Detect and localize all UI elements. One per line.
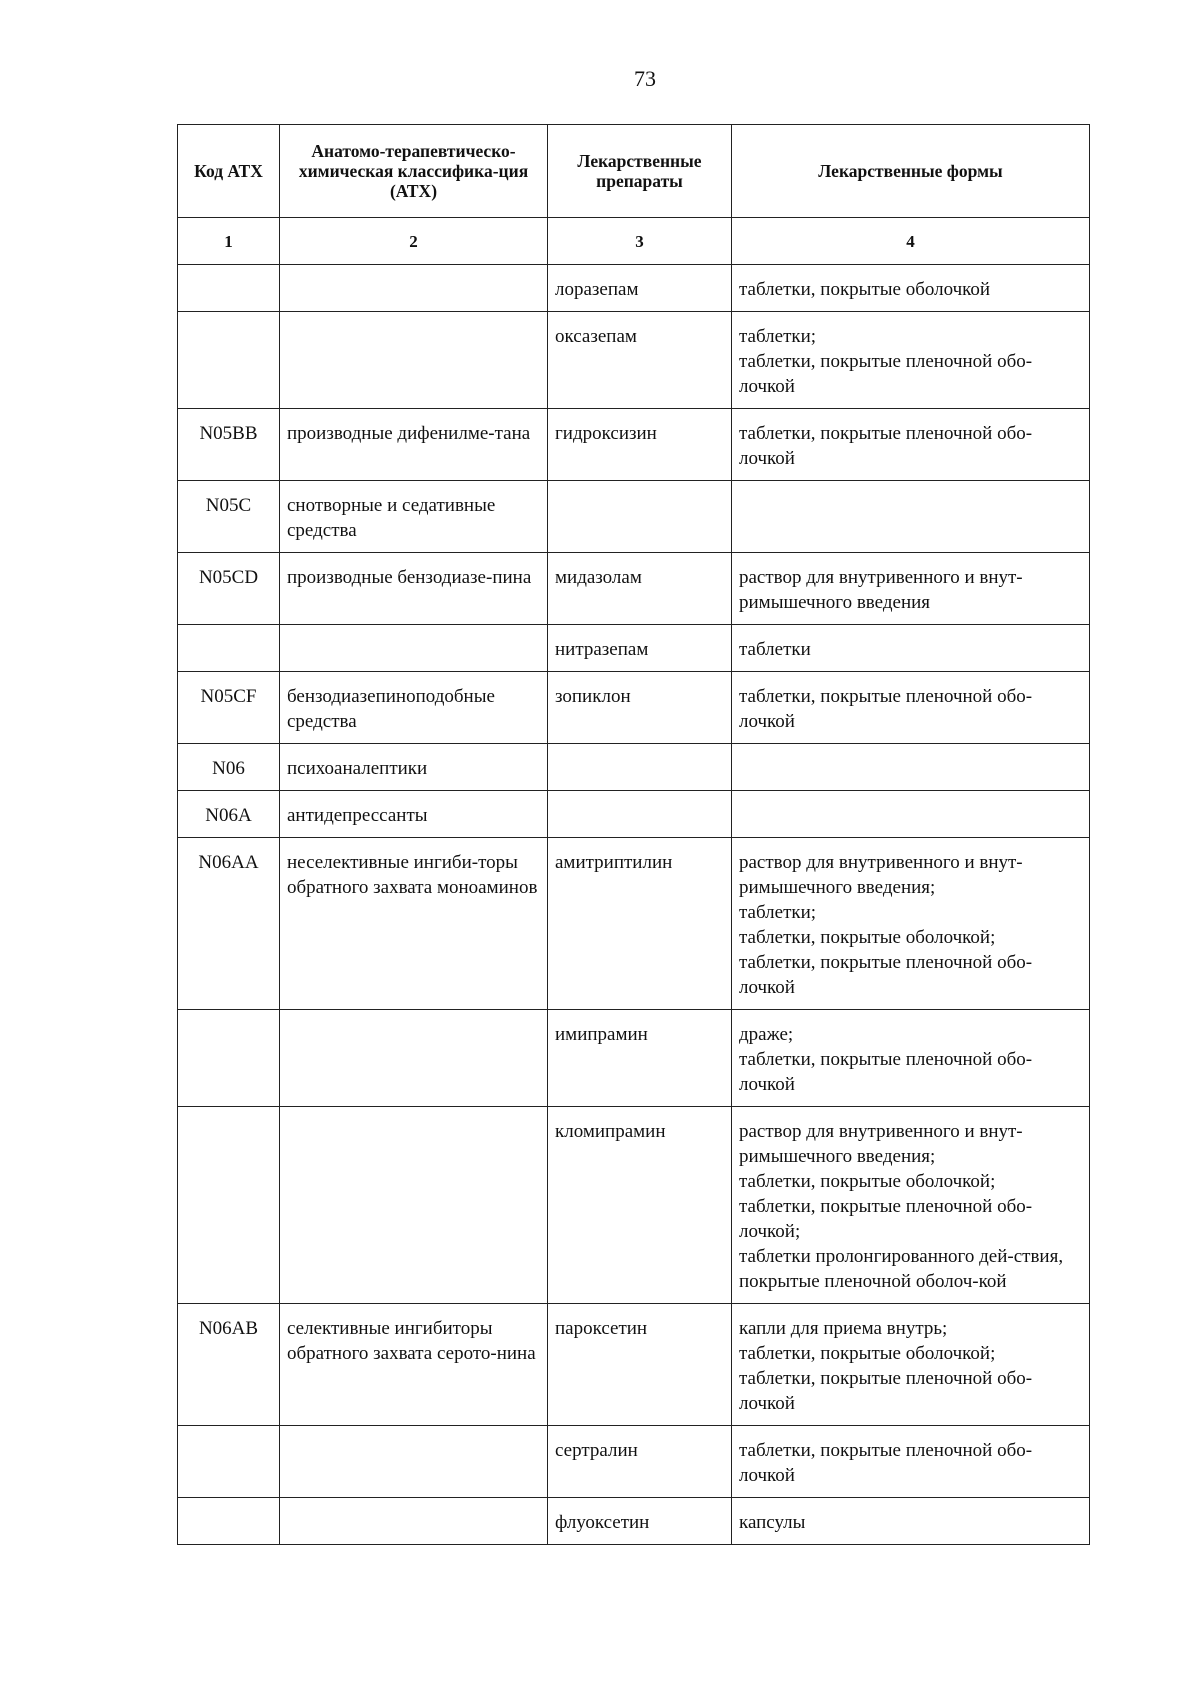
- table-row: [178, 791, 1090, 838]
- dosage-form-line: таблетки, покрытые оболочкой: [739, 279, 991, 300]
- dosage-form-line: раствор для внутривенного и внут-римышечного введения;: [739, 1121, 1023, 1167]
- classification-cell: антидепрессанты: [280, 791, 548, 838]
- table-row: [178, 1498, 1090, 1545]
- dosage-form-line: капсулы: [739, 1512, 806, 1533]
- header-classification: Анатомо-терапевтическо-химическая классифика-ция (АТХ): [280, 125, 548, 218]
- code-cell: [178, 265, 280, 312]
- forms-cell: [732, 1010, 1090, 1107]
- code-cell: N06AB: [178, 1304, 280, 1426]
- header-forms: Лекарственные формы: [732, 125, 1090, 218]
- code-cell: N05BB: [178, 409, 280, 481]
- forms-cell: [732, 1304, 1090, 1426]
- drug-cell: [548, 744, 732, 791]
- dosage-form-line: капли для приема внутрь;: [739, 1318, 948, 1339]
- classification-cell: производные бензодиазе-пина: [280, 553, 548, 625]
- classification-cell: бензодиазепиноподобные средства: [280, 672, 548, 744]
- table-row: [178, 1304, 1090, 1426]
- column-number: 1: [178, 218, 280, 265]
- table-row: [178, 1010, 1090, 1107]
- drug-cell: лоразепам: [548, 265, 732, 312]
- forms-cell: [732, 481, 1090, 553]
- classification-cell: [280, 1426, 548, 1498]
- table-row: [178, 838, 1090, 1010]
- dosage-form-line: таблетки: [739, 639, 811, 660]
- drug-cell: пароксетин: [548, 1304, 732, 1426]
- classification-cell: неселективные ингиби-торы обратного захвата моноаминов: [280, 838, 548, 1010]
- classification-cell: селективные ингибиторы обратного захвата серото-нина: [280, 1304, 548, 1426]
- code-cell: N05CF: [178, 672, 280, 744]
- forms-cell: [732, 1498, 1090, 1545]
- forms-cell: [732, 312, 1090, 409]
- dosage-form-line: таблетки, покрытые пленочной обо-лочкой: [739, 423, 1033, 469]
- classification-cell: психоаналептики: [280, 744, 548, 791]
- table-row: [178, 1107, 1090, 1304]
- table-body: [178, 265, 1090, 1545]
- table-row: [178, 265, 1090, 312]
- drug-cell: гидроксизин: [548, 409, 732, 481]
- header-row: [178, 125, 1090, 218]
- code-cell: N05C: [178, 481, 280, 553]
- table-row: [178, 625, 1090, 672]
- dosage-form-line: раствор для внутривенного и внут-римышечного введения;: [739, 852, 1023, 898]
- dosage-form-line: таблетки, покрытые пленочной обо-лочкой: [739, 686, 1033, 732]
- code-cell: [178, 625, 280, 672]
- table-row: [178, 672, 1090, 744]
- header-code: Код АТХ: [178, 125, 280, 218]
- forms-cell: [732, 265, 1090, 312]
- drug-cell: имипрамин: [548, 1010, 732, 1107]
- dosage-form-line: раствор для внутривенного и внут-римышечного введения: [739, 567, 1023, 613]
- drug-cell: [548, 481, 732, 553]
- forms-cell: [732, 625, 1090, 672]
- table-row: [178, 744, 1090, 791]
- dosage-form-line: таблетки, покрытые пленочной обо-лочкой: [739, 351, 1033, 397]
- column-number: 2: [280, 218, 548, 265]
- code-cell: [178, 1010, 280, 1107]
- forms-cell: [732, 1107, 1090, 1304]
- drug-cell: амитриптилин: [548, 838, 732, 1010]
- drug-cell: оксазепам: [548, 312, 732, 409]
- table-row: [178, 312, 1090, 409]
- classification-cell: [280, 1498, 548, 1545]
- page-number: 73: [634, 66, 656, 91]
- column-number-row: [178, 218, 1090, 265]
- dosage-form-line: таблетки, покрытые оболочкой;: [739, 927, 996, 948]
- dosage-form-line: таблетки, покрытые пленочной обо-лочкой: [739, 1440, 1033, 1486]
- dosage-form-line: таблетки, покрытые оболочкой;: [739, 1343, 996, 1364]
- dosage-form-line: таблетки пролонгированного дей-ствия, покрытые пленочной оболоч-кой: [739, 1246, 1064, 1292]
- dosage-form-line: таблетки, покрытые пленочной обо-лочкой: [739, 952, 1033, 998]
- code-cell: N05CD: [178, 553, 280, 625]
- drug-cell: нитразепам: [548, 625, 732, 672]
- code-cell: N06A: [178, 791, 280, 838]
- forms-cell: [732, 791, 1090, 838]
- dosage-form-line: драже;: [739, 1024, 794, 1045]
- code-cell: N06AA: [178, 838, 280, 1010]
- classification-cell: [280, 1010, 548, 1107]
- classification-cell: снотворные и седативные средства: [280, 481, 548, 553]
- drug-cell: сертралин: [548, 1426, 732, 1498]
- forms-cell: [732, 1426, 1090, 1498]
- header-drugs: Лекарственные препараты: [548, 125, 732, 218]
- forms-cell: [732, 744, 1090, 791]
- code-cell: [178, 1426, 280, 1498]
- drug-cell: кломипрамин: [548, 1107, 732, 1304]
- dosage-form-line: таблетки, покрытые пленочной обо-лочкой;: [739, 1196, 1033, 1242]
- drug-cell: [548, 791, 732, 838]
- classification-cell: [280, 625, 548, 672]
- atx-drug-table: [177, 124, 1090, 1545]
- table-row: [178, 553, 1090, 625]
- table-row: [178, 481, 1090, 553]
- code-cell: [178, 1107, 280, 1304]
- classification-cell: [280, 265, 548, 312]
- dosage-form-line: таблетки;: [739, 326, 817, 347]
- forms-cell: [732, 672, 1090, 744]
- table-row: [178, 1426, 1090, 1498]
- forms-cell: [732, 838, 1090, 1010]
- code-cell: [178, 312, 280, 409]
- forms-cell: [732, 409, 1090, 481]
- forms-cell: [732, 553, 1090, 625]
- code-cell: [178, 1498, 280, 1545]
- classification-cell: [280, 1107, 548, 1304]
- classification-cell: производные дифенилме-тана: [280, 409, 548, 481]
- drug-cell: зопиклон: [548, 672, 732, 744]
- classification-cell: [280, 312, 548, 409]
- code-cell: N06: [178, 744, 280, 791]
- dosage-form-line: таблетки, покрытые пленочной обо-лочкой: [739, 1049, 1033, 1095]
- table-row: [178, 409, 1090, 481]
- column-number: 4: [732, 218, 1090, 265]
- drug-cell: флуоксетин: [548, 1498, 732, 1545]
- column-number: 3: [548, 218, 732, 265]
- drug-cell: мидазолам: [548, 553, 732, 625]
- dosage-form-line: таблетки;: [739, 902, 817, 923]
- dosage-form-line: таблетки, покрытые пленочной обо-лочкой: [739, 1368, 1033, 1414]
- dosage-form-line: таблетки, покрытые оболочкой;: [739, 1171, 996, 1192]
